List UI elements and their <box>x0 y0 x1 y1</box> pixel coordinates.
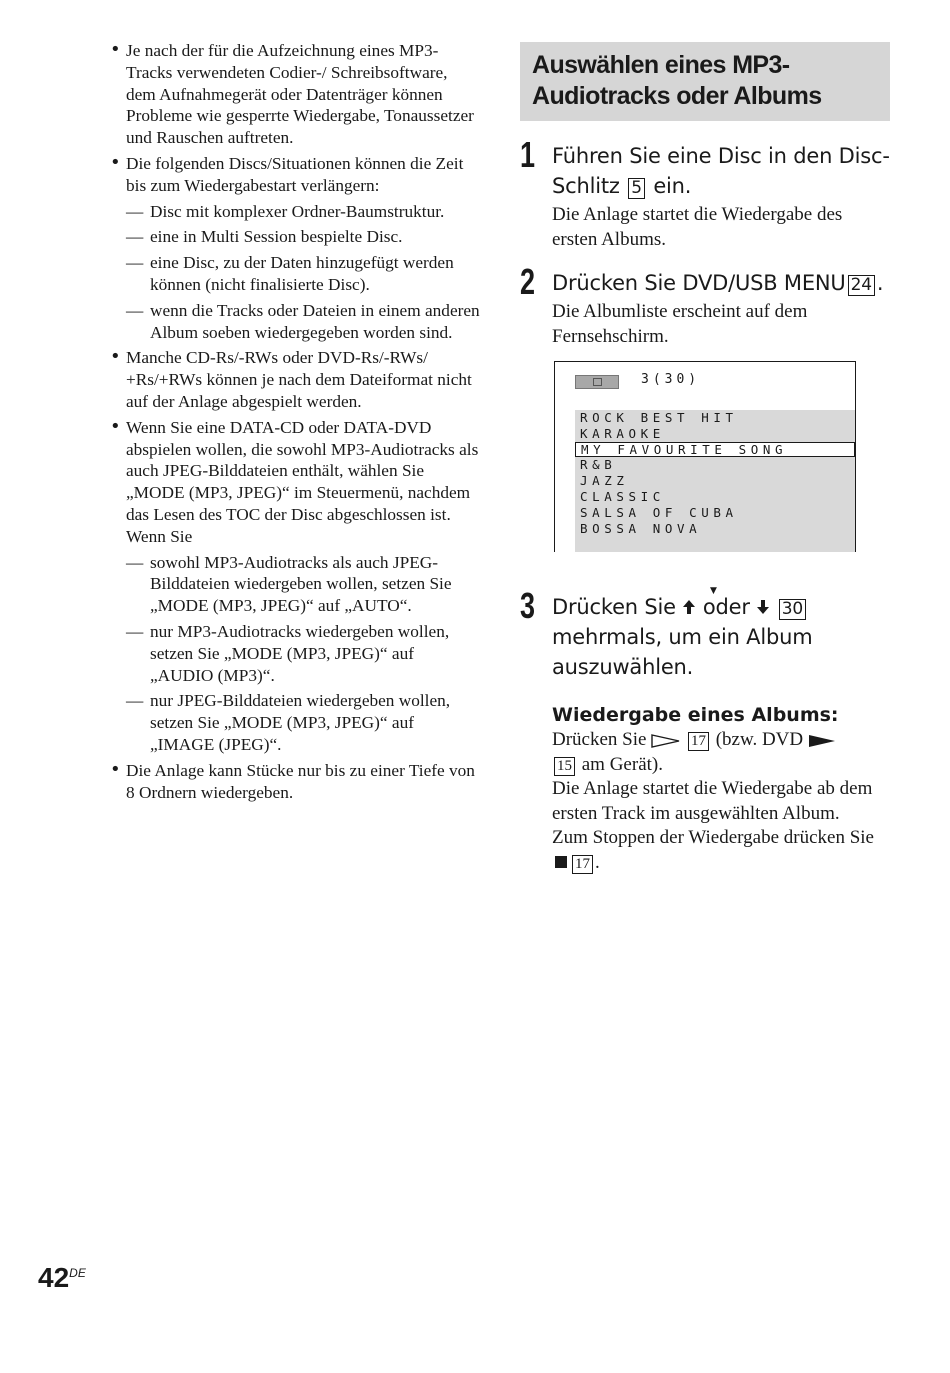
bullet-text: Die Anlage kann Stücke nur bis zu einer Tiefe von 8 Ordnern wiedergeben. <box>126 760 475 802</box>
sub-item-text: nur MP3-Audiotracks wiedergeben wollen, setzen Sie „MODE (MP3, JPEG)“ auf „AUDIO (MP3)“. <box>150 621 450 685</box>
bullet-text: Die folgenden Discs/Situationen können die Zeit bis zum Wiedergabestart verlängern: <box>126 153 464 195</box>
sub-item <box>110 252 480 296</box>
playback-text: Drücken Sie <box>552 729 647 750</box>
sub-item <box>110 690 480 755</box>
bullet-item <box>110 347 480 412</box>
album-list-item: KARAOKE <box>580 425 665 441</box>
scroll-down-icon: ▼ <box>710 586 717 596</box>
step-body: Die Anlage startet die Wiedergabe des ersten Albums. <box>552 204 843 250</box>
step-title <box>552 268 890 298</box>
album-folder-icon <box>575 375 619 389</box>
album-count: 3(30) <box>641 372 701 387</box>
album-list-item: BOSSA NOVA <box>580 520 702 536</box>
step-title-text: ein. <box>653 174 692 198</box>
step-2 <box>520 261 890 596</box>
playback-section <box>520 702 890 875</box>
album-list-item: R&B <box>580 457 617 473</box>
bullet-text: Manche CD-Rs/-RWs oder DVD-Rs/-RWs/ +Rs/+RWs können je nach dem Dateiformat nicht auf der Anlage abgespielt werden. <box>126 348 472 411</box>
step-title-text: . <box>876 271 884 295</box>
bullet-text: Wenn Sie eine DATA-CD oder DATA-DVD abspielen wollen, die sowohl MP3-Audiotracks als auch JPEG-Bilddateien enthält, wählen Sie „MODE (MP3, JPEG)“ im Steuermenü, nachdem das Lesen des TOC der Disc abgeschlossen ist. Wenn Sie <box>126 417 479 546</box>
playback-line <box>552 753 890 778</box>
step-title-text: Drücken Sie <box>552 595 676 619</box>
button-ref-number: 17 <box>688 732 709 751</box>
play-solid-icon <box>808 734 836 748</box>
down-arrow-icon <box>756 599 770 615</box>
playback-body <box>552 728 890 875</box>
play-outline-icon <box>651 734 681 748</box>
up-arrow-icon <box>682 599 696 615</box>
page-language-suffix: DE <box>69 1266 86 1280</box>
section-header <box>520 42 890 121</box>
step-title-text: mehrmals, um ein Album auszuwählen. <box>552 625 813 679</box>
button-ref-number: 17 <box>572 855 593 874</box>
album-list-item: CLASSIC <box>580 488 665 504</box>
sub-item <box>110 226 480 248</box>
step-title <box>552 592 890 682</box>
step-number: 3 <box>520 585 536 626</box>
playback-text: . <box>595 851 600 873</box>
section-title-line: Auswählen eines MP3- <box>532 51 790 79</box>
album-list-item-selected: MY FAVOURITE SONG <box>575 442 855 458</box>
playback-line <box>552 826 890 875</box>
sub-item-text: nur JPEG-Bilddateien wiedergeben wollen, setzen Sie „MODE (MP3, JPEG)“ auf „IMAGE (JPEG)“. <box>150 691 451 754</box>
playback-heading: Wiedergabe eines Albums: <box>552 704 839 726</box>
button-ref-number: 5 <box>628 178 645 199</box>
bullet-text: Je nach der für die Aufzeichnung eines MP3-Tracks verwendeten Codier-/ Schreibsoftware, dem Aufnahmegerät oder Datenträger können Probleme wie gesperrte Wiedergabe, Tonaussetzer und Rauschen auftreten. <box>126 41 474 148</box>
sub-item <box>110 300 480 344</box>
step-number: 1 <box>520 134 536 175</box>
step-title <box>552 141 890 201</box>
tv-screen-mockup <box>554 361 856 596</box>
left-column <box>110 40 480 807</box>
playback-line: Die Anlage startet die Wiedergabe ab dem ersten Track im ausgewählten Album. <box>552 778 873 824</box>
sub-item <box>110 621 480 686</box>
album-list <box>575 410 855 596</box>
button-ref-number: 30 <box>779 599 806 620</box>
sub-item-text: wenn die Tracks oder Dateien in einem anderen Album soeben wiedergegeben worden sind. <box>150 300 480 342</box>
step-number: 2 <box>520 261 536 302</box>
step-title-text: oder <box>702 595 750 619</box>
playback-text: Zum Stoppen der Wiedergabe drücken Sie <box>552 827 874 848</box>
album-list-item: SALSA OF CUBA <box>580 504 738 520</box>
step-title-text: Drücken Sie DVD/USB MENU <box>552 271 846 295</box>
album-list-item: JAZZ <box>580 473 629 489</box>
playback-text: am Gerät). <box>581 753 663 775</box>
sub-item <box>110 201 480 223</box>
sub-item-text: eine Disc, zu der Daten hinzugefügt werden können (nicht finalisierte Disc). <box>150 253 454 294</box>
section-title-line: Audiotracks oder Albums <box>532 82 822 110</box>
sub-item <box>110 552 480 617</box>
step-title-text: Führen Sie eine Disc in den Disc-Schlitz <box>552 144 890 198</box>
album-list-item: ROCK BEST HIT <box>580 410 738 425</box>
page-number-value: 42 <box>38 1262 70 1293</box>
playback-text: (bzw. DVD <box>715 729 804 750</box>
step-1 <box>520 134 890 252</box>
step-body: Die Albumliste erscheint auf dem Fernsehschirm. <box>552 301 808 347</box>
button-ref-number: 24 <box>848 275 875 296</box>
playback-line <box>552 728 890 753</box>
bullet-item <box>110 153 480 197</box>
step-3 <box>520 585 890 682</box>
right-column <box>520 42 890 875</box>
button-ref-number: 15 <box>554 757 575 776</box>
sub-item-text: eine in Multi Session bespielte Disc. <box>150 227 403 247</box>
stop-icon <box>555 856 567 868</box>
bullet-item <box>110 40 480 149</box>
bullet-item <box>110 417 480 548</box>
bullet-item <box>110 760 480 804</box>
page-number <box>38 1262 86 1294</box>
sub-item-text: sowohl MP3-Audiotracks als auch JPEG-Bilddateien wiedergeben wollen, setzen Sie „MODE (MP3, JPEG)“ auf „AUTO“. <box>150 552 452 616</box>
sub-item-text: Disc mit komplexer Ordner-Baumstruktur. <box>150 201 445 221</box>
